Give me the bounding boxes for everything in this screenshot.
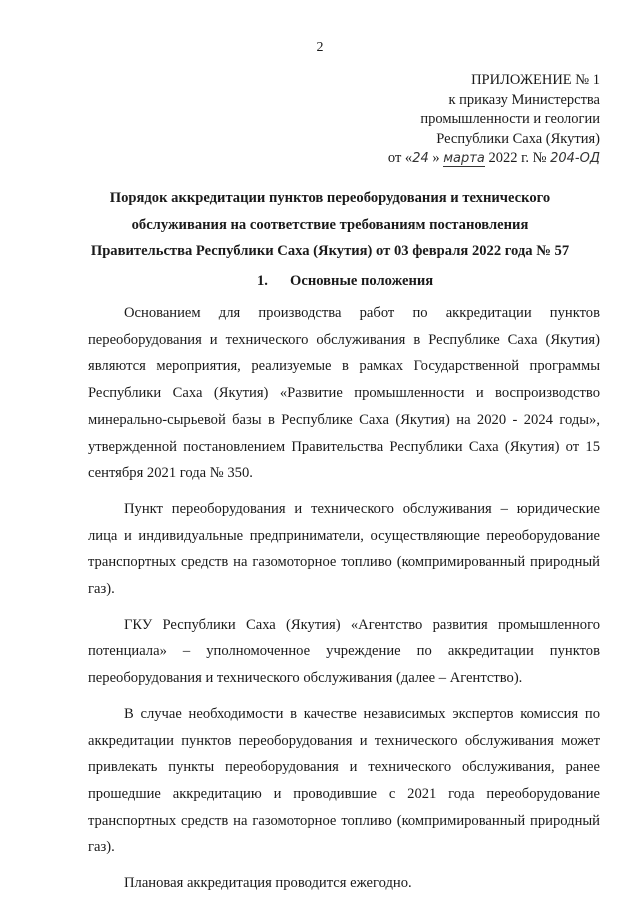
page-number: 2 [316, 40, 324, 55]
paragraph: Основанием для производства работ по аккредитации пунктов переоборудования и технического обслуживания в Республике Саха (Якутия) являются мероприятия, реализуемые в рамках Государственной программы Республики Саха (Якутия) «Развитие промышленности и воспроизводство минерально-сырьевой базы в Республике Саха (Якутия) на 2020 - 2024 годы», утвержденной постановлением Правительства Республики Саха (Якутия) от 15 сентября 2021 года № 350. [88, 305, 600, 482]
handwritten-month: марта [443, 151, 485, 167]
appendix-line-order: к приказу Министерства [448, 91, 600, 108]
paragraph: Пункт переоборудования и технического обслуживания – юридические лица и индивидуальные предприниматели, осуществляющие переоборудование транспортных средств на газомоторное топливо (компримированный природный газ). [88, 500, 600, 598]
appendix-title: ПРИЛОЖЕНИЕ № 1 [471, 72, 600, 88]
title-line-2: обслуживания на соответствие требованиям постановления [131, 216, 529, 233]
paragraph: В случае необходимости в качестве независимых экспертов комиссия по аккредитации пунктов переоборудования и технического обслуживания может привлекать пункты переоборудования и технического обслуживания, ранее прошедшие аккредитацию и проводившие с 2021 года переоборудование транспортных средств на газомоторное топливо (компримированный природный газ). [88, 705, 600, 856]
paragraph: ГКУ Республики Саха (Якутия) «Агентство развития промышленного потенциала» – уполномоченное учреждение по аккредитации пунктов переоборудования и технического обслуживания (далее – Агентство). [88, 616, 600, 687]
appendix-date-line [320, 149, 600, 169]
handwritten-day: 24 [412, 151, 429, 167]
section-number: 1. [257, 273, 268, 289]
section-heading [257, 273, 433, 290]
date-prefix: от « [387, 150, 413, 167]
appendix-line-republic: Республики Саха (Якутия) [436, 130, 600, 147]
handwritten-order-number: 204-ОД [550, 151, 600, 167]
date-year: 2022 г. № [484, 150, 551, 167]
section-title: Основные положения [290, 273, 434, 289]
paragraph: Плановая аккредитация проводится ежегодно. [124, 875, 412, 892]
appendix-line-ministry: промышленности и геологии [420, 111, 600, 128]
body-text [88, 300, 600, 906]
document-title [60, 185, 600, 265]
appendix-block [320, 71, 600, 169]
title-line-1: Порядок аккредитации пунктов переоборудования и технического [109, 190, 551, 206]
date-quote-close: » [428, 150, 444, 167]
title-line-3: Правительства Республики Саха (Якутия) от 03 февраля 2022 года № 57 [90, 243, 570, 259]
